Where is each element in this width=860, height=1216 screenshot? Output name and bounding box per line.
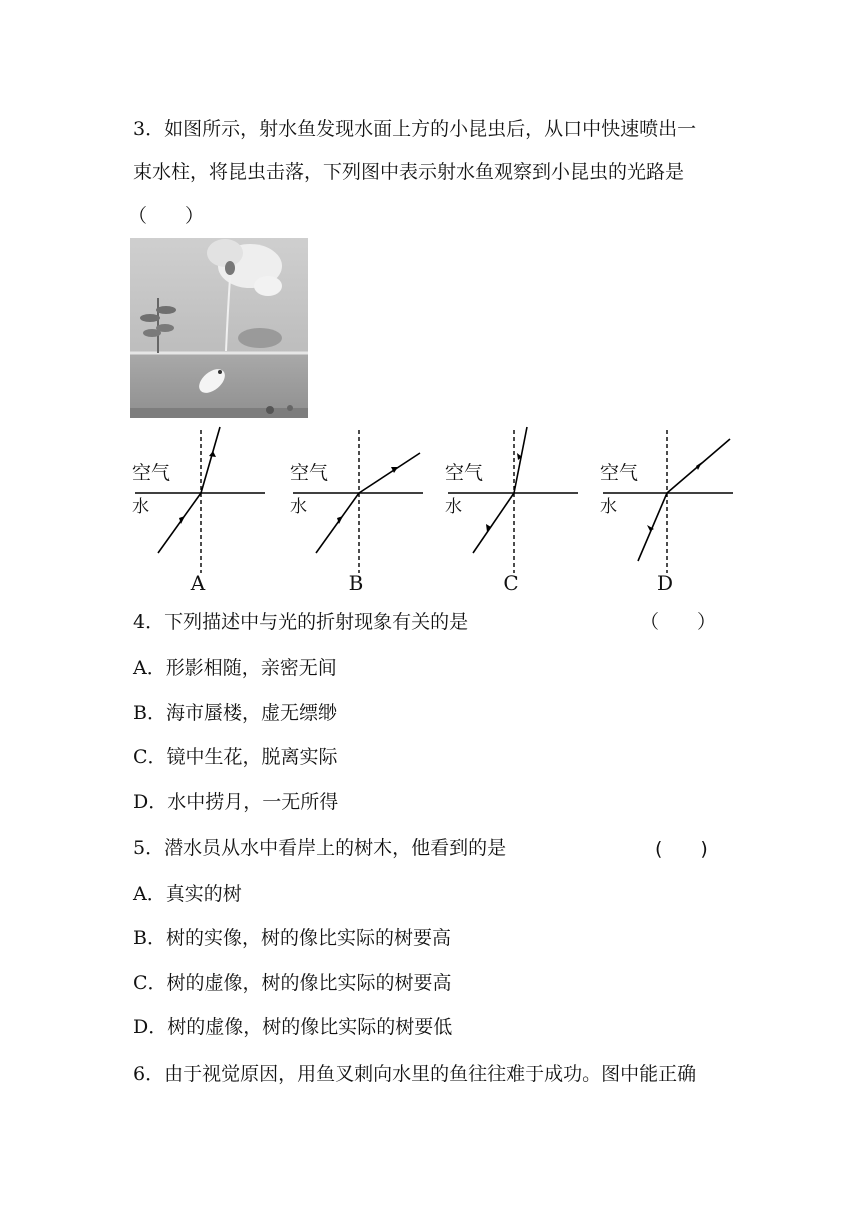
water-label: 水: [445, 497, 462, 517]
q6-stem: 6．由于视觉原因，用鱼叉刺向水里的鱼往往难于成功。图中能正确: [133, 1063, 697, 1085]
air-label: 空气: [290, 462, 329, 484]
air-label: 空气: [600, 462, 639, 484]
q3-stem-line-2: 束水柱，将昆虫击落，下列图中表示射水鱼观察到小昆虫的光路是: [133, 161, 685, 183]
q4-choice-b: B．海市蜃楼，虚无缥缈: [133, 702, 337, 724]
diagram-a: [130, 425, 270, 600]
q4-answer-paren: （ ）: [640, 611, 717, 633]
q5-choice-a: A．真实的树: [133, 883, 242, 905]
archer-fish-photo: [130, 238, 308, 418]
air-label: 空气: [445, 462, 484, 484]
q5-choice-d: D．树的虚像，树的像比实际的树要低: [133, 1016, 453, 1038]
diagram-c: [443, 425, 583, 600]
q4-choice-a: A．形影相随，亲密无间: [133, 657, 337, 679]
q5-choice-c: C．树的虚像，树的像比实际的树要高: [133, 972, 452, 994]
water-label: 水: [600, 497, 617, 517]
q3-stem-line-1: 3．如图所示，射水鱼发现水面上方的小昆虫后，从口中快速喷出一: [133, 118, 697, 140]
option-label-a: A: [190, 571, 206, 595]
water-label: 水: [290, 497, 307, 517]
water-label: 水: [132, 497, 149, 517]
q4-choice-c: C．镜中生花，脱离实际: [133, 746, 338, 768]
q4-stem: 4．下列描述中与光的折射现象有关的是: [133, 611, 469, 633]
diagram-b: [288, 425, 428, 600]
q4-choice-d: D．水中捞月，一无所得: [133, 791, 339, 813]
option-label-c: C: [503, 571, 519, 595]
air-label: 空气: [132, 462, 171, 484]
q5-choice-b: B．树的实像，树的像比实际的树要高: [133, 927, 451, 949]
diagram-d: [598, 425, 738, 600]
q3-answer-paren: （ ）: [128, 205, 205, 227]
q5-answer-paren: ( ): [655, 838, 708, 860]
q5-stem: 5．潜水员从水中看岸上的树木，他看到的是: [133, 837, 507, 859]
option-label-b: B: [348, 571, 364, 595]
option-label-d: D: [656, 571, 674, 595]
